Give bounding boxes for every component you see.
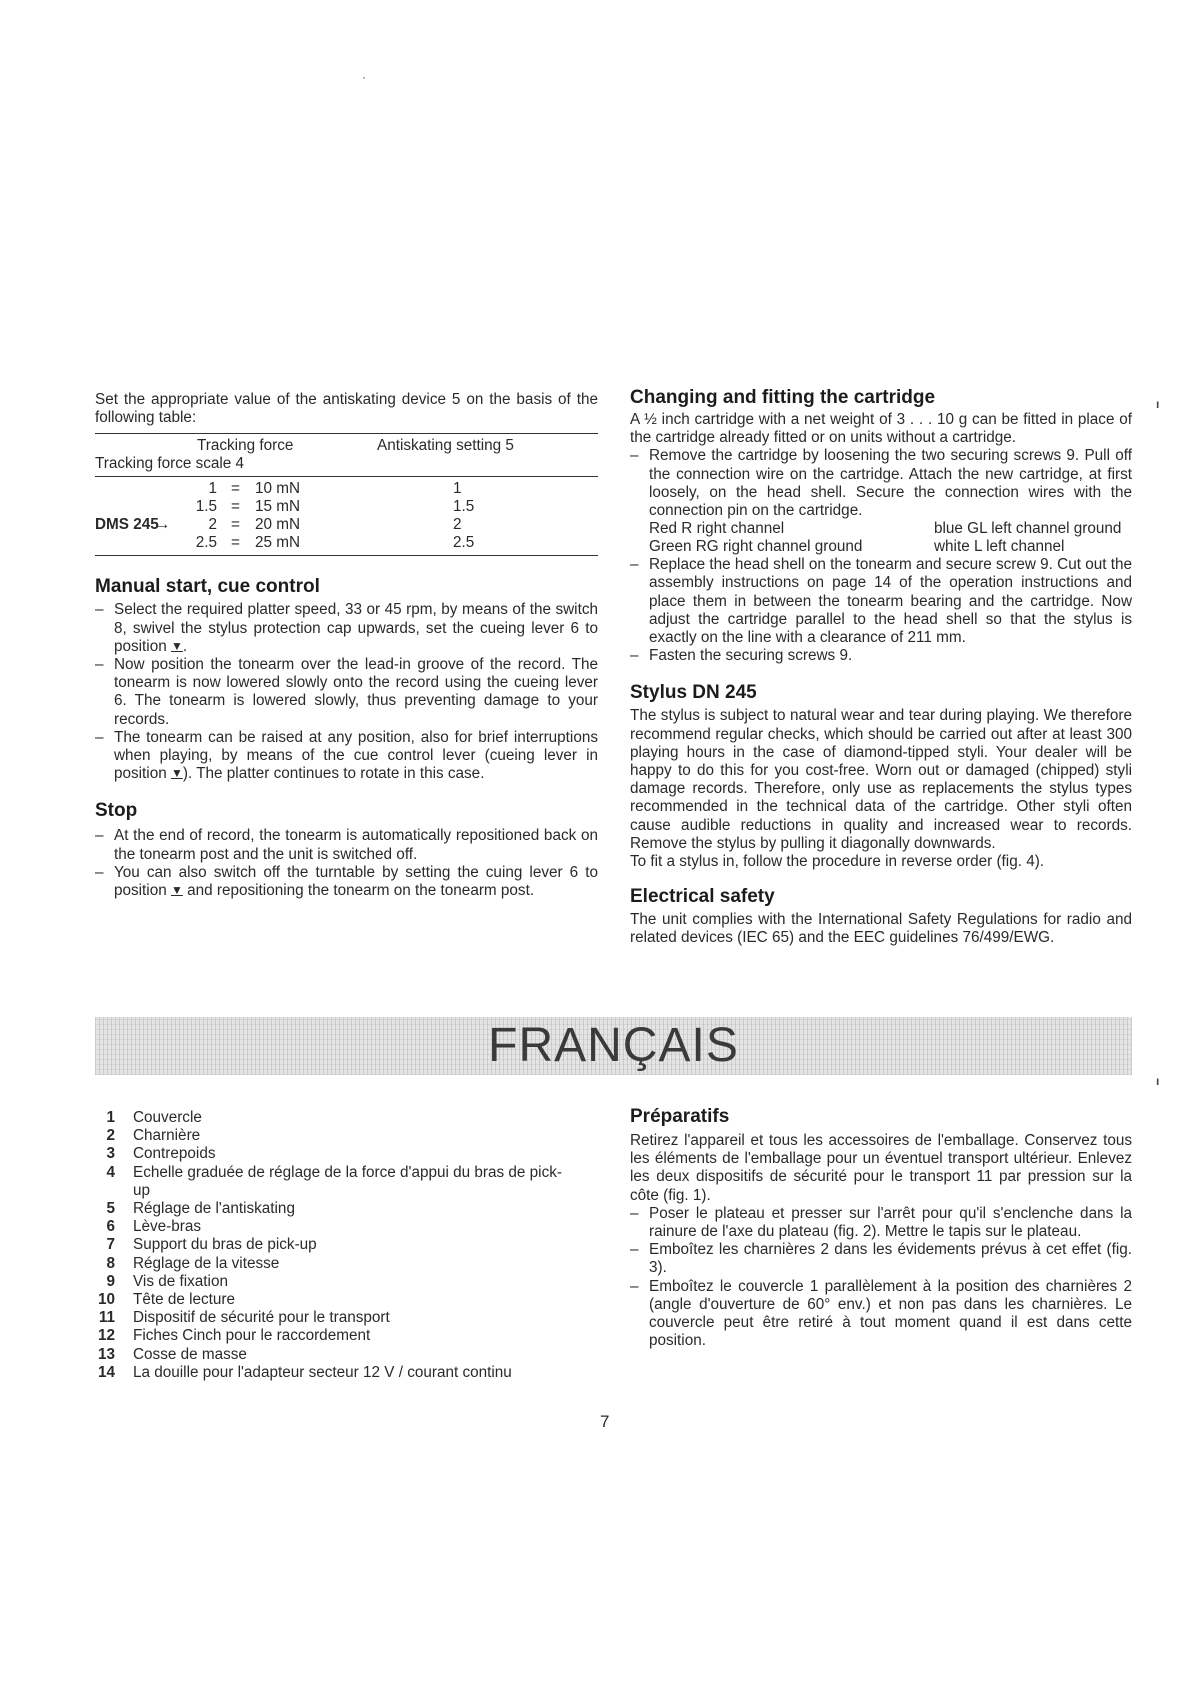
language-banner [95, 1017, 1132, 1075]
scale-cell: 2.5 [195, 534, 217, 552]
list-item: – Remove the cartridge by loosening the two securing screws 9. Pull off the connection wire on the cartridge. Attach the new cartridge, at first loosely, on the head shell. Secure the connection wires with the connection pin on the cartridge. Red R right channel blue GL left channel ground Green RG right channel ground white L left channel [630, 447, 1132, 556]
list-item: 3 Contrepoids [106, 1145, 216, 1163]
list-item: 12 Fiches Cinch pour le raccordement [97, 1327, 371, 1345]
list-item: – Emboîtez les charnières 2 dans les évidements prévus à cet effet (fig. 3). [630, 1241, 1132, 1277]
scan-mark: · [362, 70, 366, 84]
list-item: – Fasten the securing screws 9. [630, 647, 1132, 665]
list-item: 13 Cosse de masse [97, 1345, 247, 1363]
stop-list [95, 827, 598, 900]
banner-title: FRANÇAIS [488, 1019, 739, 1072]
preparatifs-intro: Retirez l'appareil et tous les accessoires de l'emballage. Conservez tous les éléments de l'emballage pour un éventuel transport ultérieur. Enlevez les deux dispositifs de sécurité pour le transport 11 par pression sur la côte (fig. 1). [630, 1132, 1132, 1204]
list-item: 11 Dispositif de sécurité pour le transport [98, 1309, 390, 1327]
force-cell: 25 mN [255, 534, 301, 552]
safety-heading: Electrical safety [630, 886, 775, 908]
list-item: – Replace the head shell on the tonearm and secure screw 9. Cut out the assembly instructions on page 14 of the operation instructions and place them in between the tonearm bearing and the cartridge. Now adjust the cartridge parallel to the head shell so that the stylus is exactly on the line with a clearance of 211 mm. [630, 556, 1132, 647]
force-cell: 20 mN [255, 516, 301, 534]
wire-color-grid [649, 520, 1132, 556]
wire-label: blue GL left channel ground [934, 520, 1122, 538]
english-left-column [95, 391, 598, 900]
english-right-column [630, 387, 1132, 948]
force-cell: 15 mN [255, 498, 301, 516]
list-item: 6 Lève-bras [106, 1218, 202, 1236]
cue-position-icon: ▼ [170, 883, 183, 898]
antiskating-intro: Set the appropriate value of the antiskating device 5 on the basis of the following table: [95, 391, 598, 427]
table-header [95, 434, 598, 477]
list-item: – Select the required platter speed, 33 or 45 rpm, by means of the switch 8, swivel the stylus protection cap upwards, set the cueing lever 6 to position ▼. [95, 601, 598, 656]
setting-cell: 1 [453, 480, 462, 498]
cue-position-icon: ▼ [170, 638, 183, 653]
list-item: 2 Charnière [106, 1127, 201, 1145]
wire-label: Red R right channel [649, 520, 785, 538]
list-item: 9 Vis de fixation [106, 1272, 228, 1290]
list-item: 14 La douille pour l'adapteur secteur 12 V / courant continu [97, 1363, 512, 1381]
manual-start-heading: Manual start, cue control [95, 576, 320, 598]
list-item: – Emboîtez le couvercle 1 parallèlement à la position des charnières 2 (angle d'ouverture de 60° env.) et non pas dans les charnières. Le couvercle peut être retiré à tout moment quand il est dans cette position. [630, 1278, 1132, 1351]
setting-cell: 2.5 [453, 534, 475, 552]
table-body [95, 477, 598, 555]
equals-sign: = [231, 534, 240, 552]
cue-position-icon: ▼ [170, 766, 183, 781]
table-row [95, 480, 598, 498]
french-parts-column [95, 1109, 575, 1382]
scale-cell: 1 [208, 480, 217, 498]
scan-mark: ı [1156, 397, 1160, 411]
wire-label: Green RG right channel ground [649, 538, 863, 556]
scan-mark: ı [1156, 1074, 1160, 1088]
header-tracking-force: Tracking force [197, 437, 294, 455]
cartridge-list [630, 447, 1132, 665]
header-antiskating-setting: Antiskating setting 5 [377, 437, 514, 455]
model-label: DMS 245 [95, 516, 159, 534]
list-item: 7 Support du bras de pick-up [106, 1236, 317, 1254]
list-item: 4 Echelle graduée de réglage de la force d'appui du bras de pick-up [106, 1163, 562, 1199]
list-item: – You can also switch off the turntable by setting the cuing lever 6 to position ▼ and repositioning the tonearm on the tonearm post. [95, 864, 598, 900]
wire-label: white L left channel [934, 538, 1065, 556]
scale-cell: 1.5 [195, 498, 217, 516]
cartridge-intro: A ½ inch cartridge with a net weight of 3 . . . 10 g can be fitted in place of the cartridge already fitted or on units without a cartridge. [630, 411, 1132, 447]
preparatifs-list [630, 1205, 1132, 1351]
list-item: 5 Réglage de l'antiskating [106, 1200, 295, 1218]
setting-cell: 1.5 [453, 498, 475, 516]
stylus-body: The stylus is subject to natural wear and tear during playing. We therefore recommend regular checks, which should be carried out after at least 300 playing hours in the case of diamond-tipped styli. Your dealer will be happy to do this for you cost-free. Worn out or damaged (chipped) styli damage records. Therefore, only use as replacements the stylus types recommended in the technical data of the cartridge. Other styli often cause audible reductions in quality and increased wear to records. Remove the stylus by pulling it diagonally downwards. [630, 707, 1132, 852]
equals-sign: = [231, 516, 240, 534]
header-scale: Tracking force scale 4 [95, 455, 245, 473]
list-item: 8 Réglage de la vitesse [106, 1254, 280, 1272]
equals-sign: = [231, 498, 240, 516]
list-item: 1 Couvercle [106, 1109, 202, 1126]
force-cell: 10 mN [255, 480, 301, 498]
tracking-force-table [95, 433, 598, 556]
scale-cell: 2 [208, 516, 217, 534]
stylus-fit-text: To fit a stylus in, follow the procedure in reverse order (fig. 4). [630, 853, 1045, 871]
table-row [95, 498, 598, 516]
table-row [95, 534, 598, 552]
list-item: 10 Tête de lecture [97, 1291, 236, 1309]
table-row [95, 516, 598, 534]
preparatifs-heading: Préparatifs [630, 1106, 730, 1127]
cartridge-heading: Changing and fitting the cartridge [630, 387, 936, 408]
parts-list [95, 1109, 575, 1382]
page-number: 7 [600, 1412, 610, 1431]
manual-start-list [95, 601, 598, 783]
stylus-heading: Stylus DN 245 [630, 682, 757, 704]
arrow-icon: → [155, 516, 171, 534]
setting-cell: 2 [453, 516, 462, 534]
list-item: – The tonearm can be raised at any position, also for brief interruptions when playing, by means of the cue control lever (cueing lever in position ▼). The platter continues to rotate in this case. [95, 729, 598, 784]
list-item: – At the end of record, the tonearm is automatically repositioned back on the tonearm post and the unit is switched off. [95, 827, 598, 863]
stop-heading: Stop [95, 800, 138, 822]
french-preparatifs-column [630, 1106, 1132, 1350]
equals-sign: = [231, 480, 240, 498]
list-item: – Now position the tonearm over the lead-in groove of the record. The tonearm is now lowered slowly onto the record using the cueing lever 6. The tonearm is lowered slowly, thus preventing damage to your records. [95, 656, 598, 729]
safety-body: The unit complies with the International Safety Regulations for radio and related devices (IEC 65) and the EEC guidelines 76/499/EWG. [630, 911, 1132, 947]
list-item: – Poser le plateau et presser sur l'arrêt pour qu'il s'enclenche dans la rainure de l'axe du plateau (fig. 2). Mettre le tapis sur le plateau. [630, 1205, 1132, 1241]
